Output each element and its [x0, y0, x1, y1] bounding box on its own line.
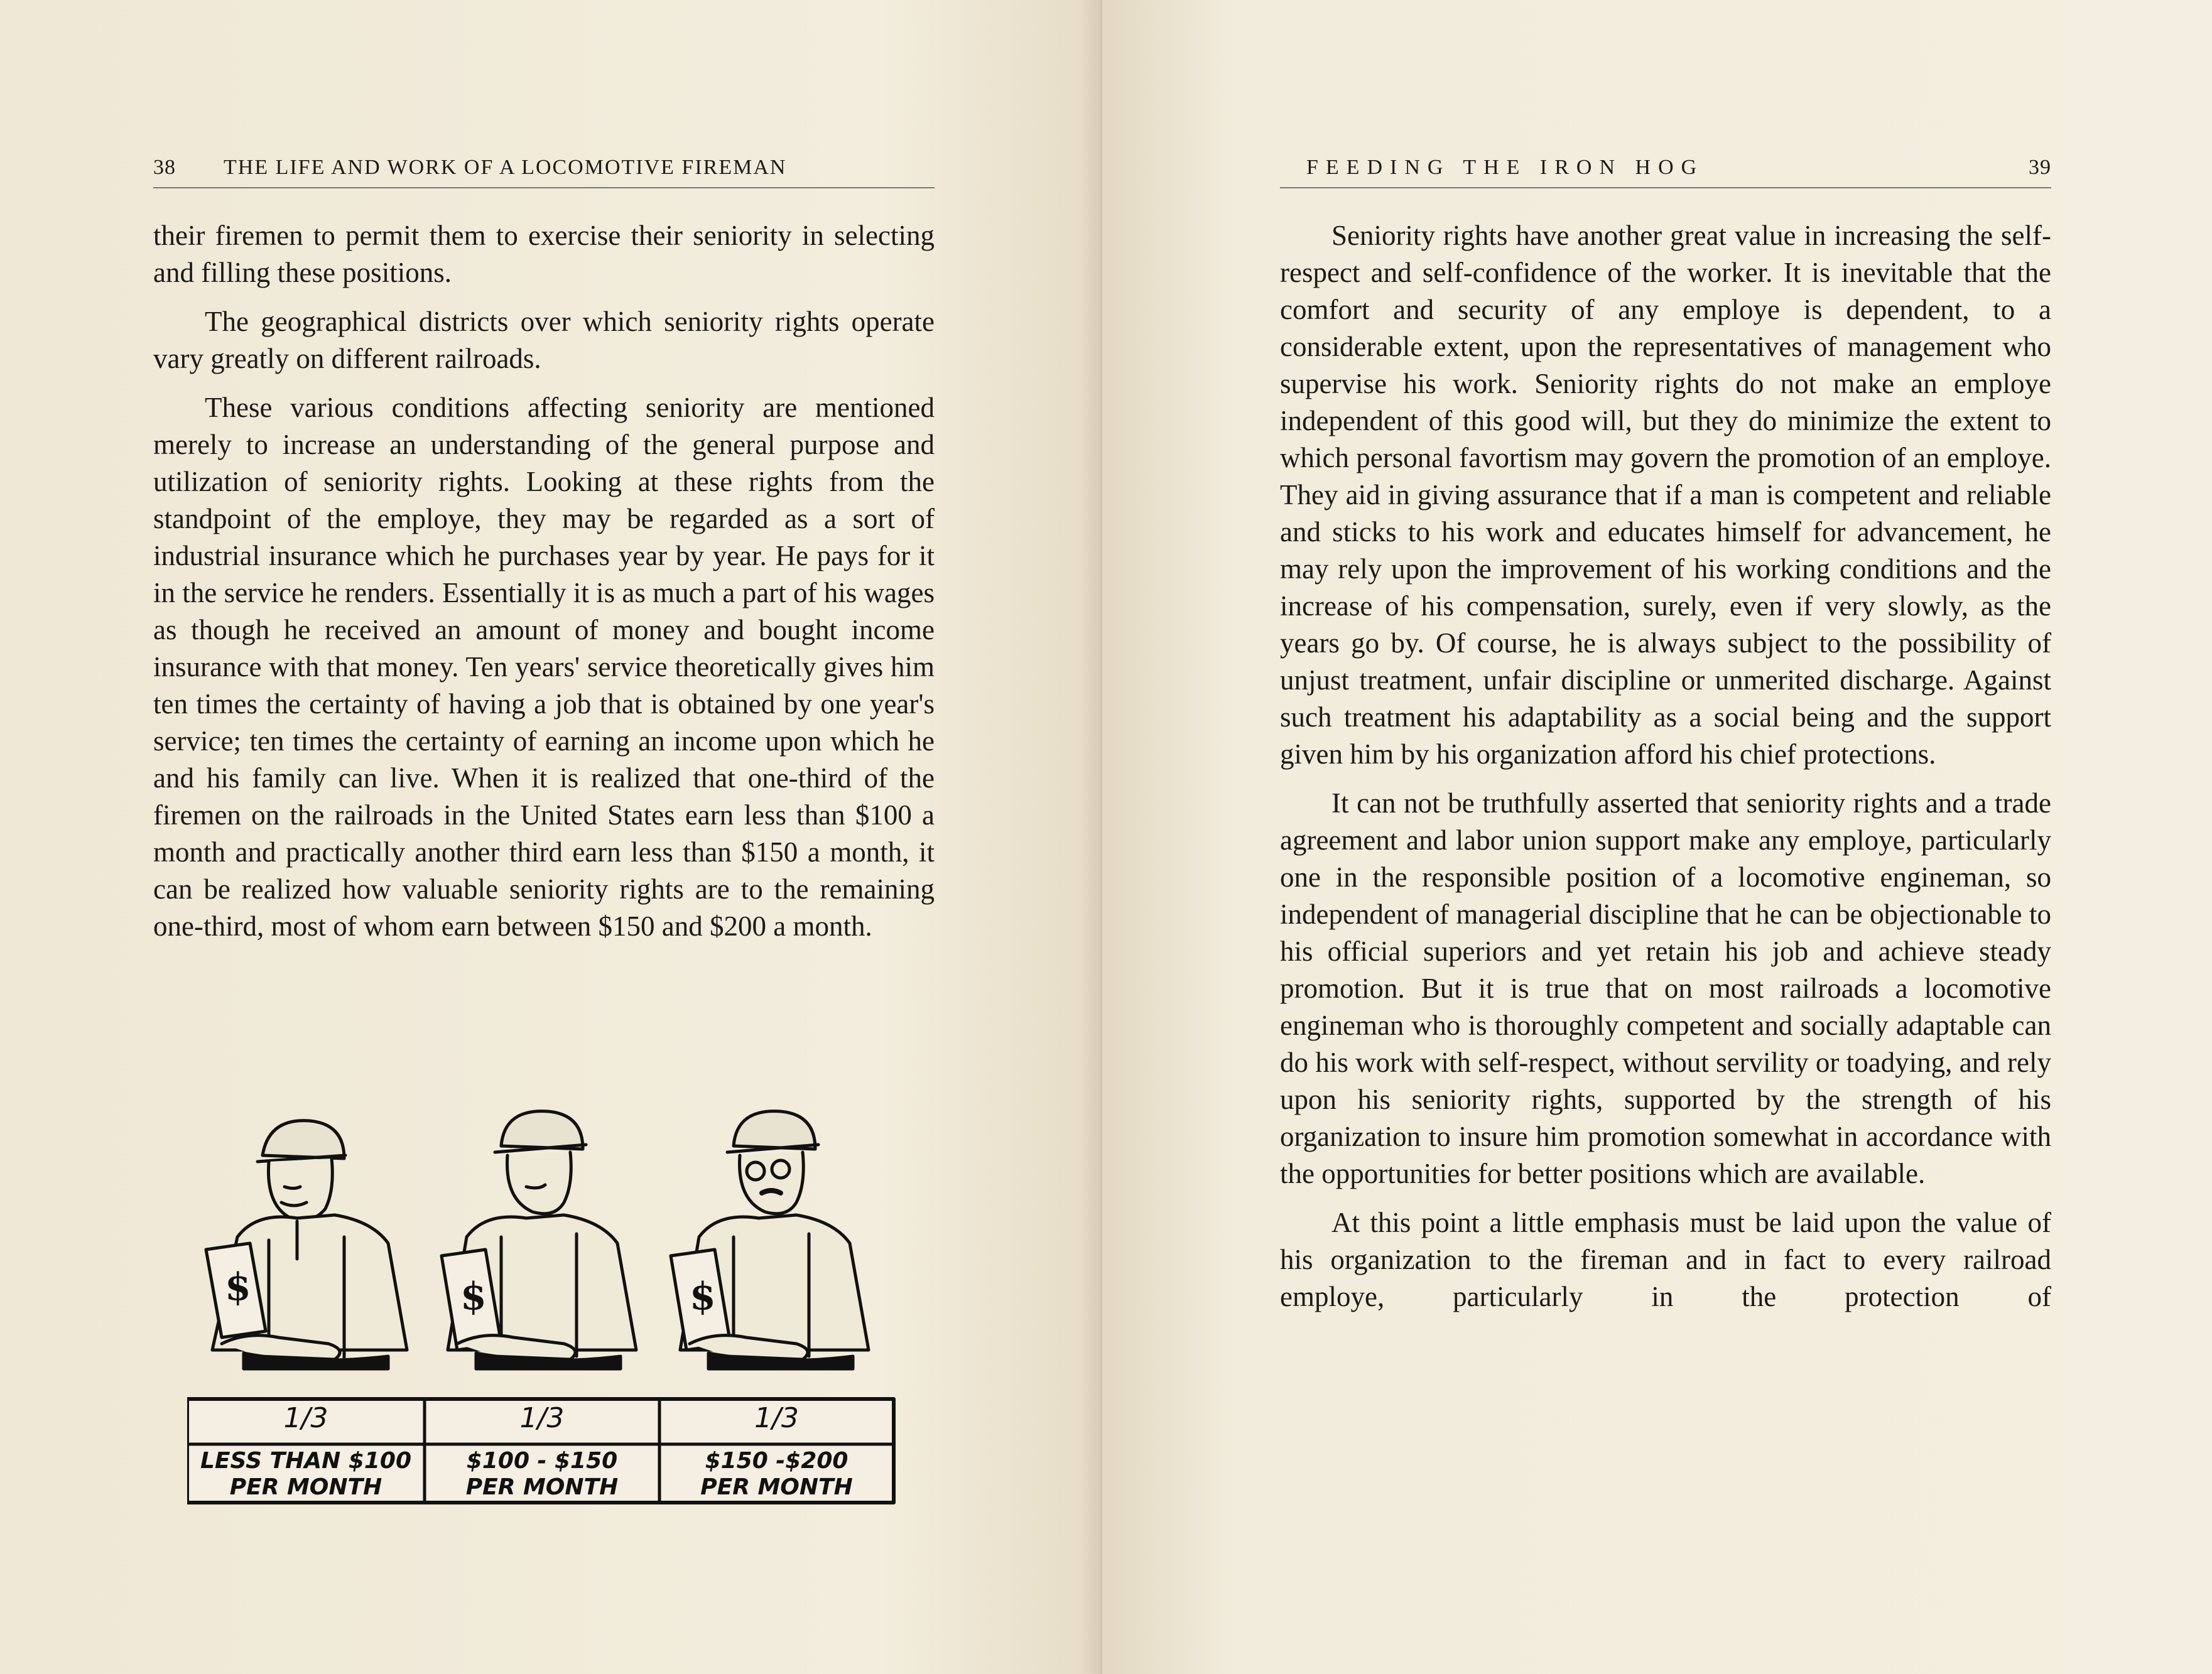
right-running-title: FEEDING THE IRON HOG	[1306, 156, 1705, 179]
paragraph: At this point a little emphasis must be laid upon the value of his organization to the fireman and in fact to every railroad employe, particularly in the protection of	[1280, 1207, 2051, 1312]
wage-range-label-2	[425, 1448, 659, 1501]
svg-text:$: $	[460, 1275, 487, 1319]
svg-text:$: $	[690, 1275, 716, 1319]
left-running-head	[153, 156, 935, 188]
worker-figure-2	[442, 1111, 636, 1369]
wage-period-text: PER MONTH	[465, 1474, 619, 1500]
share-label-1: 1/3	[283, 1402, 328, 1434]
left-page-number: 38	[153, 156, 176, 179]
paragraph: These various conditions affecting seniority are mentioned merely to increase an understanding of the general purpose and utilization of seniority rights. Looking at these rights from the standpoint of the employe, they may be regarded as a sort of industrial insurance which he purchases year by year. He pays for it in the service he renders. Essentially it is as much a part of his wages as though he received an amount of money and bought income insurance with that money. Ten years' service theoretically gives him ten times the certainty of having a job that is obtained by one year's service; ten times the certainty of earning an income upon which he and his family can live. When it is realized that one-third of the firemen on the railroads in the United States earn less than $100 a month and practically another third earn less than $150 a month, it can be realized how valuable seniority rights are to the remaining one-third, most of whom earn between $150 and $200 a month.	[153, 392, 935, 942]
share-label-2: 1/3	[519, 1402, 565, 1434]
worker-figure-3	[671, 1111, 869, 1369]
firemen-wage-illustration	[187, 1093, 897, 1507]
paragraph: their firemen to permit them to exercise their seniority in selecting and filling these positions.	[153, 220, 935, 288]
paragraph: The geographical districts over which seniority rights operate vary greatly on different railroads.	[153, 306, 935, 374]
left-page	[0, 0, 1102, 1674]
wage-range-label-3	[659, 1448, 894, 1501]
paragraph: It can not be truthfully asserted that seniority rights and a trade agreement and labor union support make any employe, particularly one in the responsible position of a locomotive engineman, so independent of managerial discipline that he can be objectionable to his official superiors and yet retain his job and achieve steady promotion. But it is true that on most railroads a locomotive engineman who is thoroughly competent and socially adaptable can do his work with self-respect, without servility or toadying, and rely upon his seniority rights, supported by the strength of his organization to insure him promotion somewhat in accordance with the opportunities for better positions which are available.	[1280, 787, 2051, 1189]
wage-range-text: $100 - $150	[466, 1448, 618, 1474]
wage-range-text: $150 -$200	[705, 1448, 848, 1474]
share-label-3: 1/3	[754, 1402, 799, 1434]
wage-range-text: LESS THAN $100	[200, 1448, 412, 1474]
svg-text:$: $	[225, 1265, 251, 1309]
wage-period-text: PER MONTH	[229, 1474, 382, 1500]
paragraph: Seniority rights have another great value in increasing the self-respect and self-confidence of the worker. It is inevitable that the comfort and security of any employe is dependent, to a considerable extent, upon the representatives of management who supervise his work. Seniority rights do not make an employe independent of this good will, but they do minimize the extent to which personal favortism may govern the promotion of an employe. They aid in giving assurance that if a man is competent and reliable and sticks to his work and educates himself for advancement, he may rely upon the improvement of his working conditions and the increase of his compensation, surely, even if very slowly, as the years go by. Of course, he is always subject to the possibility of unjust treatment, unfair discipline or unmerited discharge. Against such treatment his adaptability as a social being and the support given him by his organization afford his chief protections.	[1280, 220, 2051, 770]
right-page-number: 39	[2029, 156, 2051, 179]
wage-period-text: PER MONTH	[700, 1474, 853, 1500]
right-body-text	[1280, 217, 2051, 1327]
worker-figure-1	[206, 1121, 407, 1369]
right-page	[1102, 0, 2212, 1674]
left-body-text	[153, 217, 935, 957]
three-firemen-holding-pay-envelopes-illustration	[187, 1093, 897, 1507]
left-running-title: THE LIFE AND WORK OF A LOCOMOTIVE FIREMAN	[224, 156, 787, 179]
wage-range-label-1	[187, 1448, 425, 1501]
right-running-head	[1280, 156, 2051, 188]
